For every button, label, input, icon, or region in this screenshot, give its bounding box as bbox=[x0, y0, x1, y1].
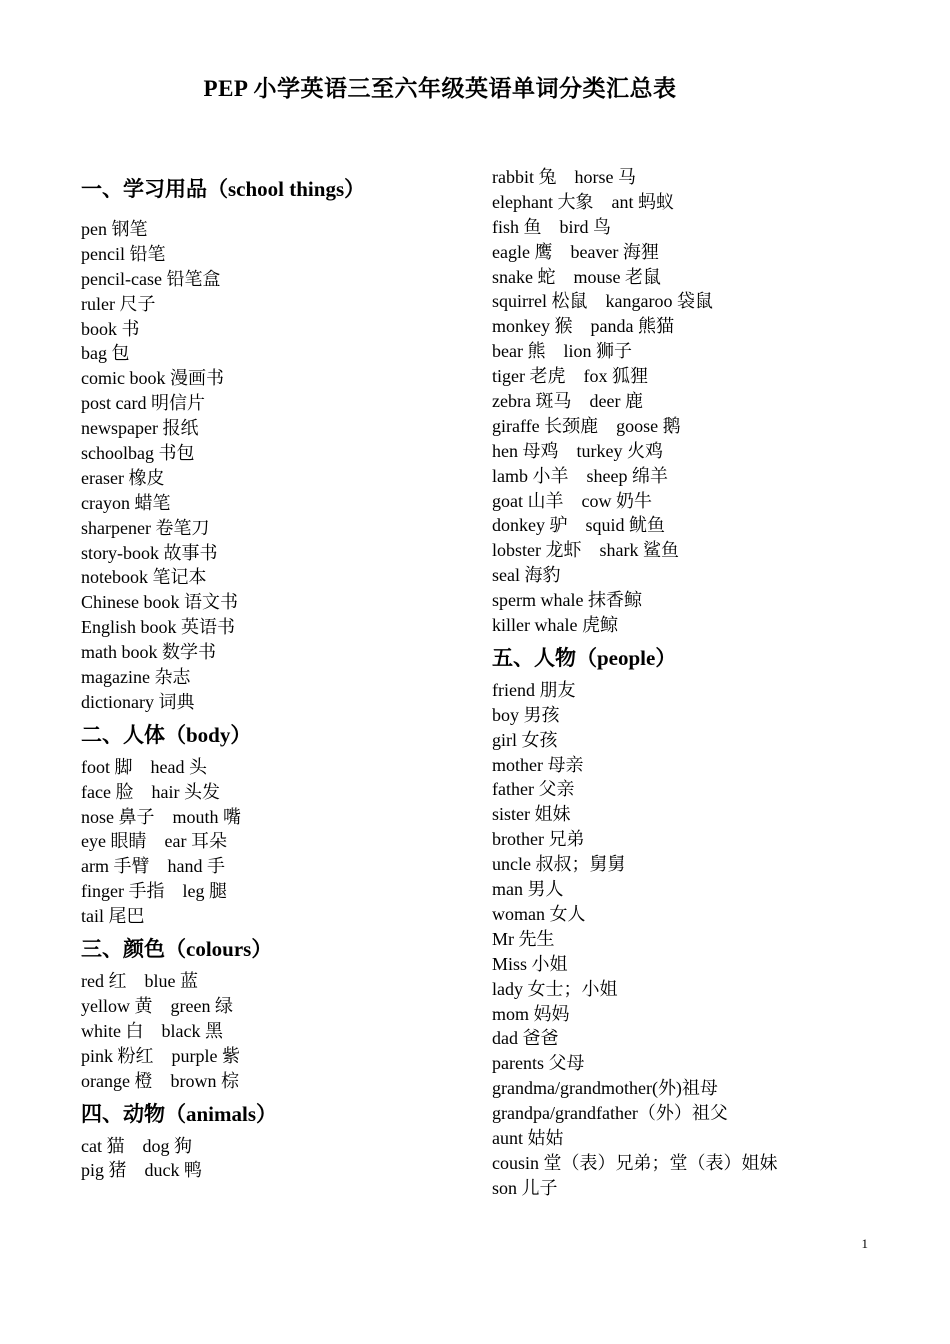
vocab-list-people bbox=[492, 678, 912, 1201]
vocab-row bbox=[81, 1134, 461, 1159]
vocab-item: Miss 小姐 bbox=[492, 953, 568, 974]
vocab-row bbox=[81, 879, 461, 904]
vocab-item: bag 包 bbox=[81, 343, 130, 364]
vocab-item: shark 鲨鱼 bbox=[599, 540, 679, 561]
vocab-row bbox=[492, 563, 912, 588]
vocab-item: ruler 尺子 bbox=[81, 293, 156, 314]
vocab-item: squid 鱿鱼 bbox=[585, 515, 666, 536]
vocab-item: finger 手指 bbox=[81, 881, 165, 902]
vocab-item: monkey 猴 bbox=[492, 316, 573, 337]
vocab-row bbox=[492, 489, 912, 514]
vocab-item: horse 马 bbox=[574, 167, 636, 187]
vocab-item: lamb 小羊 bbox=[492, 465, 569, 486]
vocab-item: rabbit 兔 bbox=[492, 167, 557, 187]
vocab-item: purple 紫 bbox=[171, 1045, 240, 1066]
vocab-row bbox=[81, 969, 461, 994]
vocab-item: blue 蓝 bbox=[144, 971, 198, 992]
vocab-item: panda 熊猫 bbox=[590, 316, 674, 337]
page-number: 1 bbox=[861, 1236, 868, 1251]
vocab-item: woman 女人 bbox=[492, 903, 586, 924]
vocab-item: mouth 嘴 bbox=[172, 806, 242, 827]
vocab-item: foot 脚 bbox=[81, 756, 133, 777]
vocab-item: story-book 故事书 bbox=[81, 542, 218, 563]
vocab-item: crayon 蜡笔 bbox=[81, 492, 171, 513]
vocab-list-school-things bbox=[81, 217, 461, 715]
vocab-item: bird 鸟 bbox=[559, 216, 611, 237]
vocab-item: kangaroo 袋鼠 bbox=[605, 291, 713, 312]
vocab-item: brown 棕 bbox=[170, 1070, 239, 1091]
vocab-item: seal 海豹 bbox=[492, 565, 561, 586]
vocab-item: eye 眼睛 bbox=[81, 831, 147, 852]
vocab-item: dog 狗 bbox=[142, 1135, 192, 1156]
vocab-row bbox=[492, 464, 912, 489]
vocab-item: son 儿子 bbox=[492, 1177, 558, 1198]
vocab-row bbox=[81, 904, 461, 929]
vocab-row bbox=[81, 994, 461, 1019]
vocab-item: ant 蚂蚁 bbox=[611, 191, 674, 212]
section-heading-school-things: 一、学习用品（school things） bbox=[81, 177, 366, 201]
vocab-item: ear 耳朵 bbox=[164, 831, 227, 852]
vocab-item: pen 钢笔 bbox=[81, 219, 148, 239]
vocab-row bbox=[81, 755, 461, 780]
vocab-row bbox=[81, 1019, 461, 1044]
vocab-item: zebra 斑马 bbox=[492, 391, 572, 412]
section-heading-colours: 三、颜色（colours） bbox=[81, 937, 273, 962]
vocab-item: hen 母鸡 bbox=[492, 440, 559, 461]
vocab-item: tiger 老虎 bbox=[492, 366, 566, 387]
vocab-item: giraffe 长颈鹿 bbox=[492, 415, 599, 436]
vocab-row bbox=[81, 854, 461, 879]
vocab-row bbox=[81, 805, 461, 830]
vocab-item: red 红 bbox=[81, 971, 127, 992]
vocab-item: sperm whale 抹香鲸 bbox=[492, 590, 642, 611]
vocab-row bbox=[492, 240, 912, 265]
vocab-item: deer 鹿 bbox=[589, 391, 643, 412]
vocab-item: Mr 先生 bbox=[492, 928, 555, 949]
vocab-row bbox=[492, 364, 912, 389]
vocab-row bbox=[81, 1069, 461, 1094]
vocab-item: brother 兄弟 bbox=[492, 829, 585, 850]
vocab-item: fish 鱼 bbox=[492, 216, 542, 237]
vocab-item: elephant 大象 bbox=[492, 191, 594, 212]
vocab-item: killer whale 虎鲸 bbox=[492, 615, 618, 636]
vocab-row bbox=[492, 439, 912, 464]
vocab-item: schoolbag 书包 bbox=[81, 443, 195, 464]
vocab-row bbox=[492, 314, 912, 339]
vocab-item: duck 鸭 bbox=[144, 1160, 203, 1181]
vocab-item: newspaper 报纸 bbox=[81, 418, 199, 439]
vocab-row bbox=[492, 613, 912, 638]
vocab-row bbox=[492, 190, 912, 215]
vocab-item: eraser 橡皮 bbox=[81, 467, 165, 488]
vocab-item: lion 狮子 bbox=[563, 341, 632, 362]
vocab-item: grandpa/grandfather（外）祖父 bbox=[492, 1103, 728, 1124]
vocab-item: sister 姐妹 bbox=[492, 804, 571, 825]
vocab-item: grandma/grandmother(外)祖母 bbox=[492, 1078, 718, 1099]
vocab-item: turkey 火鸡 bbox=[576, 440, 663, 461]
vocab-item: white 白 bbox=[81, 1020, 144, 1041]
vocab-list-body bbox=[81, 755, 461, 929]
vocab-item: cow 奶牛 bbox=[581, 490, 652, 511]
vocab-row bbox=[492, 165, 912, 190]
vocab-row bbox=[492, 538, 912, 563]
vocab-item: man 男人 bbox=[492, 879, 564, 900]
vocab-item: post card 明信片 bbox=[81, 393, 205, 414]
vocab-item: arm 手臂 bbox=[81, 856, 150, 877]
vocab-item: goose 鹅 bbox=[616, 415, 681, 436]
vocab-item: dictionary 词典 bbox=[81, 691, 195, 712]
vocab-row bbox=[81, 829, 461, 854]
vocab-list-animals-continued bbox=[492, 165, 912, 638]
vocab-item: pig 猪 bbox=[81, 1160, 127, 1181]
vocab-item: mom 妈妈 bbox=[492, 1003, 570, 1024]
vocab-list-animals bbox=[81, 1134, 461, 1184]
vocab-item: girl 女孩 bbox=[492, 729, 558, 750]
vocab-item: tail 尾巴 bbox=[81, 906, 145, 927]
vocab-item: face 脸 bbox=[81, 781, 134, 802]
vocab-item: cat 猫 bbox=[81, 1135, 125, 1156]
vocab-row bbox=[492, 215, 912, 240]
vocab-item: mouse 老鼠 bbox=[573, 266, 661, 287]
vocab-item: nose 鼻子 bbox=[81, 806, 155, 827]
vocab-list-colours bbox=[81, 969, 461, 1093]
section-heading-people: 五、人物（people） bbox=[492, 645, 677, 670]
vocab-row bbox=[81, 1158, 461, 1183]
vocab-row bbox=[492, 389, 912, 414]
vocab-item: hair 头发 bbox=[151, 781, 220, 802]
vocab-item: comic book 漫画书 bbox=[81, 368, 224, 389]
vocab-item: pencil 铅笔 bbox=[81, 243, 166, 264]
vocab-item: aunt 姑姑 bbox=[492, 1127, 564, 1148]
vocab-row bbox=[492, 289, 912, 314]
vocab-item: sharpener 卷笔刀 bbox=[81, 517, 210, 538]
vocab-item: donkey 驴 bbox=[492, 515, 568, 536]
vocab-row bbox=[81, 780, 461, 805]
vocab-item: boy 男孩 bbox=[492, 704, 560, 725]
vocab-item: head 头 bbox=[150, 756, 207, 777]
vocab-item: fox 狐狸 bbox=[583, 366, 648, 387]
vocab-item: eagle 鹰 bbox=[492, 241, 553, 262]
vocab-item: pencil-case 铅笔盒 bbox=[81, 268, 221, 289]
vocab-item: lobster 龙虾 bbox=[492, 540, 582, 561]
vocab-item: mother 母亲 bbox=[492, 754, 584, 775]
vocab-item: green 绿 bbox=[170, 995, 233, 1016]
vocab-item: Chinese book 语文书 bbox=[81, 592, 238, 613]
vocab-item: father 父亲 bbox=[492, 779, 575, 800]
vocab-item: uncle 叔叔；舅舅 bbox=[492, 854, 626, 875]
section-heading-animals: 四、动物（animals） bbox=[81, 1101, 278, 1126]
vocab-row bbox=[492, 414, 912, 439]
right-column bbox=[492, 165, 912, 1201]
vocab-item: black 黑 bbox=[161, 1020, 223, 1041]
vocab-item: notebook 笔记本 bbox=[81, 567, 207, 588]
vocab-row bbox=[492, 265, 912, 290]
vocab-item: beaver 海狸 bbox=[570, 241, 659, 262]
vocab-item: parents 父母 bbox=[492, 1053, 585, 1074]
vocab-row bbox=[492, 588, 912, 613]
vocab-item: dad 爸爸 bbox=[492, 1028, 559, 1049]
page-title: PEP 小学英语三至六年级英语单词分类汇总表 bbox=[203, 76, 677, 101]
vocab-item: orange 橙 bbox=[81, 1070, 153, 1091]
vocab-item: hand 手 bbox=[167, 856, 225, 877]
vocab-item: lady 女士；小姐 bbox=[492, 978, 618, 999]
vocab-row bbox=[81, 1044, 461, 1069]
vocab-item: math book 数学书 bbox=[81, 642, 216, 663]
vocab-row bbox=[492, 513, 912, 538]
vocab-item: pink 粉红 bbox=[81, 1045, 154, 1066]
vocab-item: bear 熊 bbox=[492, 341, 546, 362]
vocab-item: sheep 绵羊 bbox=[586, 465, 668, 486]
vocab-item: magazine 杂志 bbox=[81, 667, 191, 688]
vocab-item: cousin 堂（表）兄弟；堂（表）姐妹 bbox=[492, 1152, 778, 1173]
vocab-item: book 书 bbox=[81, 318, 140, 339]
vocab-item: goat 山羊 bbox=[492, 490, 564, 511]
vocab-item: squirrel 松鼠 bbox=[492, 291, 588, 312]
vocab-item: leg 腿 bbox=[182, 881, 227, 902]
vocab-row bbox=[492, 339, 912, 364]
left-column bbox=[81, 165, 461, 1183]
section-heading-body: 二、人体（body） bbox=[81, 722, 252, 747]
vocab-item: English book 英语书 bbox=[81, 617, 236, 638]
vocab-item: yellow 黄 bbox=[81, 995, 153, 1016]
vocab-item: snake 蛇 bbox=[492, 266, 556, 287]
vocab-item: friend 朋友 bbox=[492, 679, 576, 700]
